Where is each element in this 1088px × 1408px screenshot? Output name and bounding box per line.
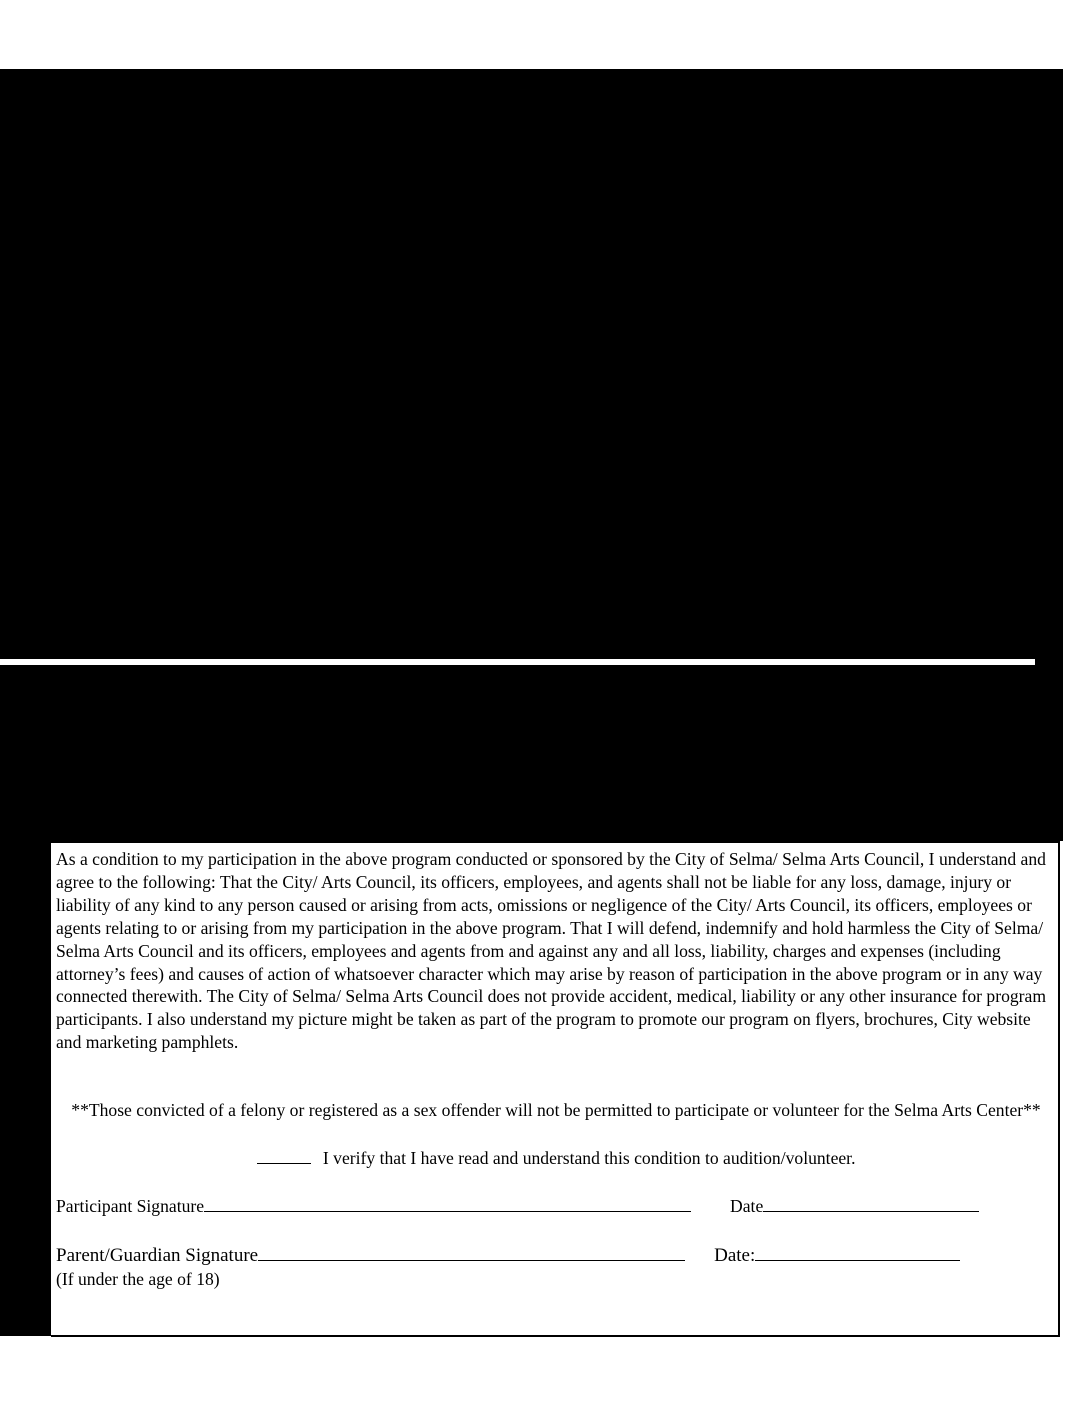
parent-signature-field[interactable] bbox=[258, 1244, 685, 1261]
verify-text: I verify that I have read and understand this condition to audition/volunteer. bbox=[318, 1148, 856, 1168]
participant-date-label: Date bbox=[730, 1196, 764, 1216]
parent-signature-row bbox=[56, 1244, 960, 1267]
participant-signature-label: Participant Signature bbox=[56, 1196, 205, 1216]
participant-date-field[interactable] bbox=[763, 1195, 979, 1212]
parent-age-note: (If under the age of 18) bbox=[56, 1269, 220, 1289]
waiver-body: As a condition to my participation in the above program conducted or sponsored by the City of Selma/ Selma Arts Council, I understand and agree to the following: That the City/ Arts Council, its officers, employees, and agents shall not be liable for any loss, damage, injury or liability of any kind to any person caused or arising from acts, omissions or negligence of the City/ Arts Council, its officers, employees or agents relating to or arising from my participation in the above program. That I will defend, indemnify and hold harmless the City of Selma/ Selma Arts Council and its officers, employees and agents from and against any and all loss, liability, charges and expenses (including attorney’s fees) and causes of action of whatsoever character which may arise by reason of participation in the above program or in any way connected therewith. The City of Selma/ Selma Arts Council does not provide accident, medical, liability or any other insurance for program participants. I also understand my picture might be taken as part of the program to promote our program on flyers, brochures, City website and marketing pamphlets. bbox=[56, 849, 1047, 1053]
participant-signature-row bbox=[56, 1195, 979, 1217]
parent-date-field[interactable] bbox=[755, 1244, 960, 1261]
parent-date-label: Date: bbox=[714, 1245, 756, 1266]
verify-row bbox=[56, 1147, 1056, 1170]
participant-signature-field[interactable] bbox=[204, 1195, 691, 1212]
parent-signature-label: Parent/Guardian Signature bbox=[56, 1245, 259, 1266]
redacted-left-margin bbox=[0, 841, 51, 1336]
verify-initials-field[interactable] bbox=[257, 1163, 311, 1164]
felony-notice: **Those convicted of a felony or registered as a sex offender will not be permitted to participate or volunteer for the Selma Arts Center** bbox=[71, 1100, 1041, 1120]
redacted-header-block bbox=[0, 69, 1063, 659]
redacted-form-block bbox=[0, 665, 1063, 841]
